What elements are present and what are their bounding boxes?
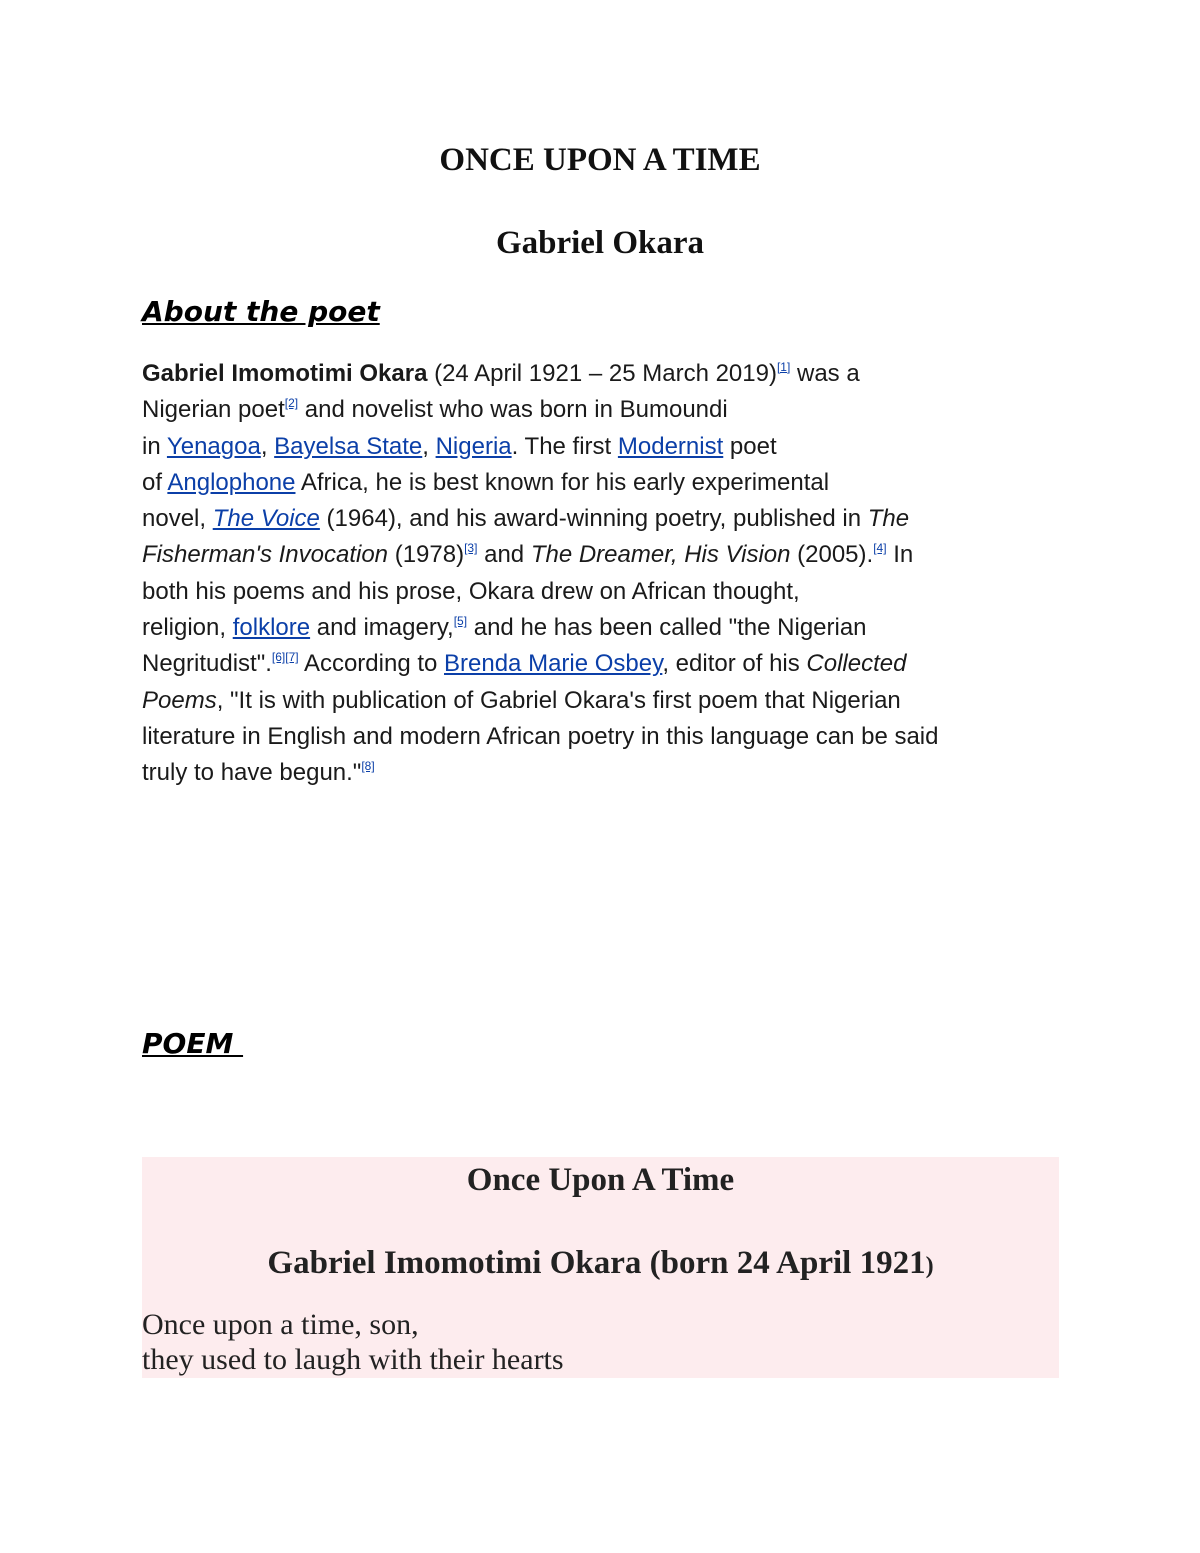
- bio-text: . The first: [511, 432, 618, 460]
- bio-line: [142, 683, 1062, 719]
- citation: [272, 650, 299, 664]
- bio-text: in: [142, 432, 167, 460]
- citation: [464, 541, 477, 555]
- poem-line: they used to laugh with their hearts: [142, 1343, 564, 1376]
- bio-line: [142, 646, 1062, 682]
- bio-text: novel,: [142, 505, 213, 533]
- work-title: The: [867, 505, 910, 533]
- citation: [777, 360, 790, 374]
- poem-title: Once Upon A Time: [466, 1162, 735, 1198]
- bio-line: [142, 429, 1062, 465]
- poem-author-line: [142, 1245, 1059, 1282]
- modernist-link[interactable]: Modernist: [617, 432, 724, 460]
- poet-name: Gabriel Imomotimi Okara: [142, 360, 428, 387]
- bio-text: and: [477, 541, 531, 569]
- citation-link-3[interactable]: [3]: [464, 541, 478, 556]
- poem-line: Once upon a time, son,: [142, 1308, 419, 1341]
- bio-text: In: [886, 541, 914, 569]
- citation-link-8[interactable]: [8]: [361, 759, 375, 774]
- bio-text: (1964), and his award-winning poetry, published in: [319, 505, 868, 533]
- biography-paragraph: [142, 356, 1062, 792]
- work-title: The Dreamer, His Vision: [530, 541, 791, 569]
- anglophone-link[interactable]: Anglophone: [167, 468, 296, 496]
- work-title: Collected: [806, 650, 907, 678]
- bio-text: truly to have begun.": [142, 759, 362, 787]
- yenagoa-link[interactable]: Yenagoa: [166, 432, 261, 460]
- citation: [454, 614, 467, 628]
- bio-text: poet: [723, 432, 777, 460]
- bio-text: ,: [422, 432, 436, 460]
- bio-text: was a: [790, 360, 860, 387]
- poem-lines: [142, 1307, 1059, 1377]
- bio-text: , "It is with publication of Gabriel Okara's first poem that Nigerian: [216, 686, 901, 714]
- bio-line: [142, 501, 1062, 537]
- bio-line: [142, 719, 1062, 755]
- bio-text: , editor of his: [662, 650, 807, 678]
- document-title: ONCE UPON A TIME: [439, 142, 761, 178]
- nigeria-link[interactable]: Nigeria: [435, 432, 512, 460]
- about-heading: About the poet: [142, 295, 380, 328]
- poem-heading: POEM: [142, 1027, 244, 1060]
- citation: [285, 396, 298, 410]
- bio-line: [142, 537, 1062, 573]
- poem-author-paren: ): [925, 1253, 934, 1279]
- bio-line: [142, 755, 1062, 791]
- citation-link-2[interactable]: [2]: [284, 396, 299, 411]
- citation-link-6[interactable]: [6]: [271, 650, 286, 665]
- work-title: Fisherman's Invocation: [142, 541, 389, 569]
- bio-text: Negritudist".: [142, 650, 272, 678]
- bio-text: and imagery,: [310, 614, 454, 642]
- citation-link-1[interactable]: [1]: [776, 360, 791, 374]
- bio-text: both his poems and his prose, Okara drew on African thought,: [142, 577, 800, 605]
- bio-text: (24 April 1921 – 25 March 2019): [427, 360, 777, 387]
- citation-link-4[interactable]: [4]: [873, 541, 887, 556]
- brenda-marie-osbey-link[interactable]: Brenda Marie Osbey: [444, 650, 663, 678]
- bio-text: Nigerian poet: [142, 396, 285, 424]
- citation-link-7[interactable]: [7]: [285, 650, 299, 665]
- document-author: Gabriel Okara: [495, 225, 705, 261]
- bio-text: of: [142, 468, 168, 496]
- folklore-link[interactable]: folklore: [232, 614, 311, 642]
- bio-text: religion,: [142, 614, 233, 642]
- citation-link-5[interactable]: [5]: [453, 614, 468, 629]
- citation: [873, 541, 886, 555]
- bayelsa-state-link[interactable]: Bayelsa State: [274, 432, 423, 460]
- poem-excerpt-box: [142, 1157, 1059, 1378]
- bio-text: According to: [298, 650, 445, 678]
- bio-line: [142, 392, 1062, 428]
- poem-author-text: Gabriel Imomotimi Okara (born 24 April 1921: [267, 1245, 926, 1281]
- bio-line: [142, 610, 1062, 646]
- bio-line: [142, 574, 1062, 610]
- the-voice-title: The Voice: [212, 505, 320, 533]
- bio-line: [142, 356, 1062, 392]
- bio-text: (2005).: [790, 541, 874, 569]
- bio-text: Africa, he is best known for his early experimental: [295, 468, 830, 496]
- bio-text: ,: [260, 432, 275, 460]
- bio-line: [142, 465, 1062, 501]
- bio-text: literature in English and modern African poetry in this language can be said: [142, 722, 939, 750]
- citation: [361, 759, 374, 773]
- the-voice-link[interactable]: [213, 505, 320, 532]
- bio-text: and novelist who was born in Bumoundi: [298, 396, 728, 424]
- bio-text: and he has been called "the Nigerian: [467, 614, 867, 642]
- work-title: Poems: [142, 686, 217, 714]
- bio-text: (1978): [388, 541, 465, 569]
